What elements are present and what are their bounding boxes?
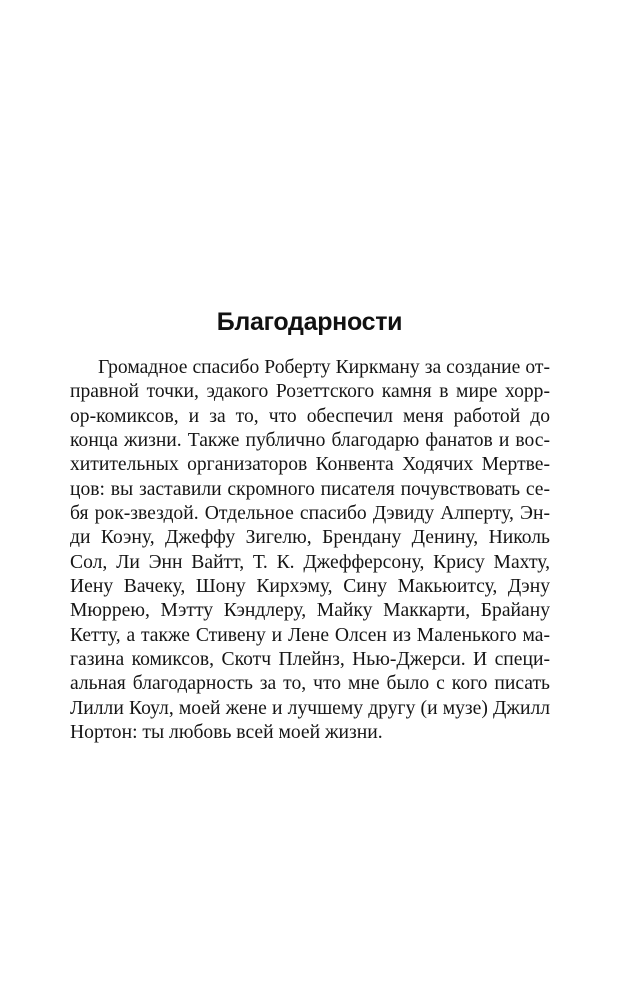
text-line: Сол, Ли Энн Вайтт, Т. К. Джефферсону, Крису Махту, xyxy=(70,551,550,573)
acknowledgements-paragraph xyxy=(70,356,550,746)
text-line: хитительных организаторов Конвента Ходячих Мертве- xyxy=(70,454,550,476)
text-line: альная благодарность за то, что мне было с кого писать xyxy=(70,673,550,695)
text-line: Лилли Коул, моей жене и лучшему другу (и музе) Джилл xyxy=(70,697,550,719)
text-line: цов: вы заставили скромного писателя почувствовать се- xyxy=(70,478,550,500)
text-line: Громадное спасибо Роберту Киркману за создание от- xyxy=(98,357,550,378)
page-heading: Благодарности xyxy=(216,308,403,336)
text-line: Нортон: ты любовь всей моей жизни. xyxy=(70,722,383,744)
text-line: ди Коэну, Джеффу Зигелю, Брендану Денину, Николь xyxy=(70,527,550,549)
text-line: Кетту, а также Стивену и Лене Олсен из Маленького ма- xyxy=(70,624,550,646)
text-line: ор-комиксов, и за то, что обеспечил меня работой до xyxy=(70,405,550,427)
text-line: бя рок-звездой. Отдельное спасибо Дэвиду Алперту, Эн- xyxy=(70,503,550,525)
text-line: Иену Вачеку, Шону Кирхэму, Сину Макьюитсу, Дэну xyxy=(70,576,550,598)
text-line: правной точки, эдакого Розеттского камня в мире хорр- xyxy=(70,381,550,403)
text-line: газина комиксов, Скотч Плейнз, Нью-Джерси. И специ- xyxy=(70,649,550,671)
text-line: конца жизни. Также публично благодарю фанатов и вос- xyxy=(70,430,550,452)
text-line: Мюррею, Мэтту Кэндлеру, Майку Маккарти, Брайану xyxy=(70,600,550,622)
